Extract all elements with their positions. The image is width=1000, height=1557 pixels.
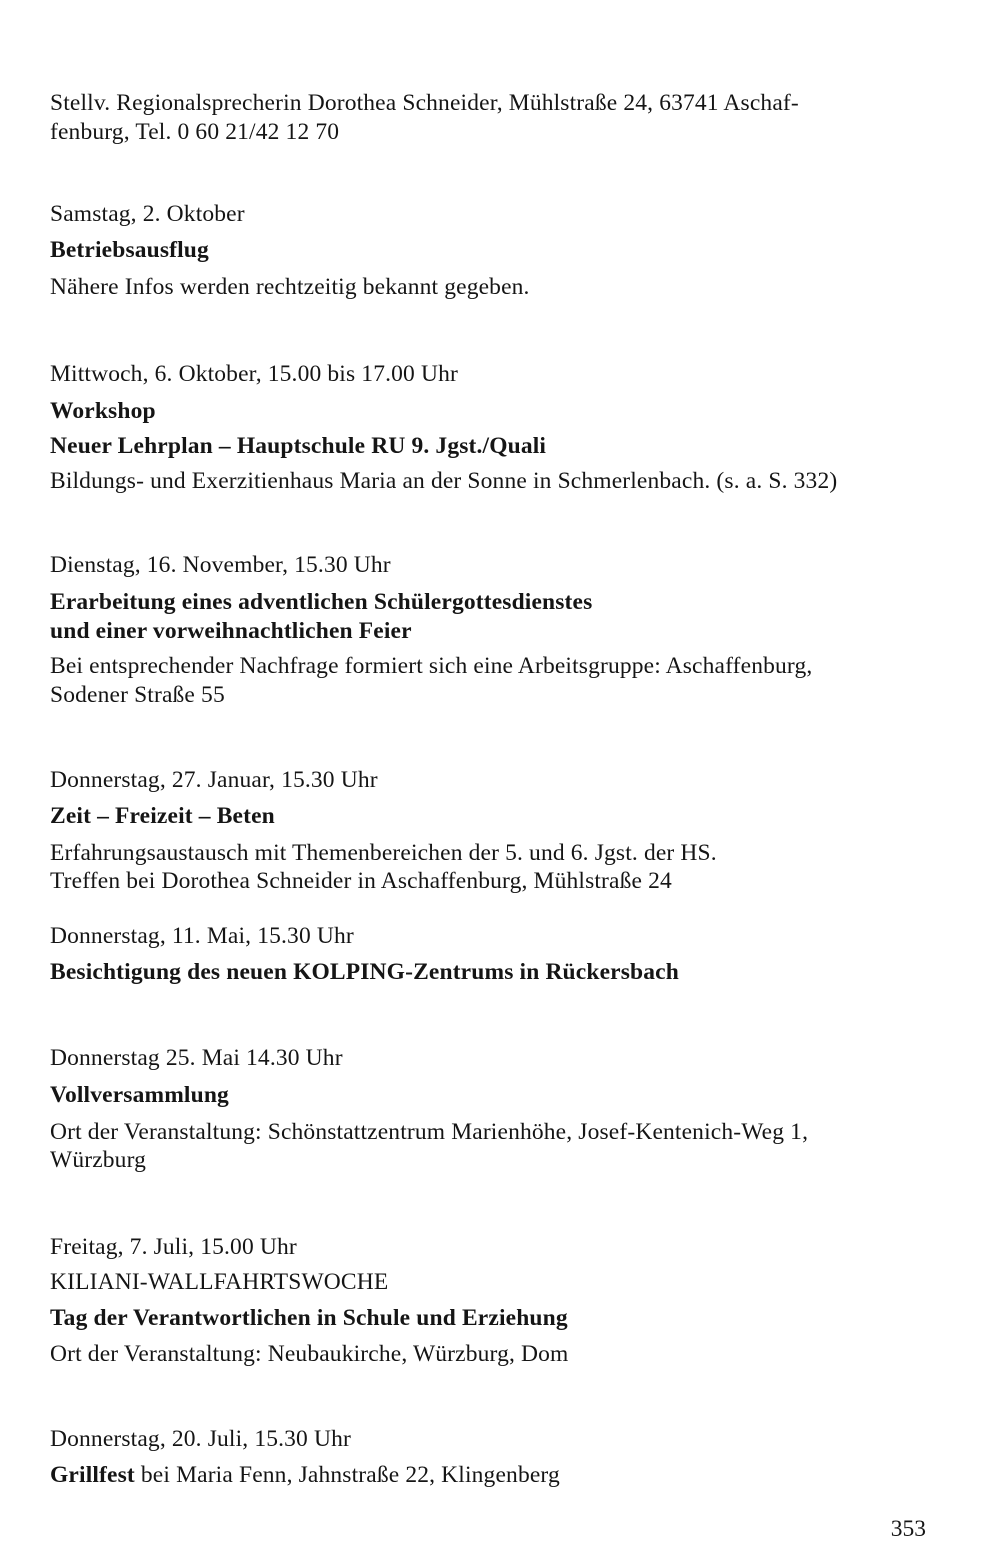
event-subtitle: Neuer Lehrplan – Hauptschule RU 9. Jgst./Quali xyxy=(50,433,547,459)
event-title: und einer vorweihnachtlichen Feier xyxy=(50,618,412,644)
event-detail: Nähere Infos werden rechtzeitig bekannt gegeben. xyxy=(50,274,530,300)
event-date: Freitag, 7. Juli, 15.00 Uhr xyxy=(50,1234,297,1260)
event-detail: Treffen bei Dorothea Schneider in Aschaffenburg, Mühlstraße 24 xyxy=(50,868,672,894)
event-detail: bei Maria Fenn, Jahnstraße 22, Klingenberg xyxy=(134,1462,560,1488)
event-detail: Sodener Straße 55 xyxy=(50,682,225,708)
event-date: Donnerstag, 27. Januar, 15.30 Uhr xyxy=(50,767,378,793)
event-detail: Bei entsprechender Nachfrage formiert sich eine Arbeitsgruppe: Aschaffenburg, xyxy=(50,653,813,679)
event-detail: Würzburg xyxy=(50,1147,147,1173)
event-date: Donnerstag 25. Mai 14.30 Uhr xyxy=(50,1045,343,1071)
event-date: Donnerstag, 20. Juli, 15.30 Uhr xyxy=(50,1426,351,1452)
event-title: Betriebsausflug xyxy=(50,237,209,263)
event-title: Vollversammlung xyxy=(50,1082,229,1108)
event-detail: Ort der Veranstaltung: Schönstattzentrum Marienhöhe, Josef-Kentenich-Weg 1, xyxy=(50,1119,809,1145)
event-detail: Bildungs- und Exerzitienhaus Maria an der Sonne in Schmerlenbach. (s. a. S. 332) xyxy=(50,468,838,494)
event-title: Tag der Verantwortlichen in Schule und Erziehung xyxy=(50,1305,568,1331)
header-line: Stellv. Regionalsprecherin Dorothea Schneider, Mühlstraße 24, 63741 Aschaf- xyxy=(50,90,799,116)
page-number: 353 xyxy=(890,1516,926,1542)
event-date: Donnerstag, 11. Mai, 15.30 Uhr xyxy=(50,923,354,949)
event-detail: Ort der Veranstaltung: Neubaukirche, Würzburg, Dom xyxy=(50,1341,569,1367)
event-date: Dienstag, 16. November, 15.30 Uhr xyxy=(50,552,391,578)
event-date: Samstag, 2. Oktober xyxy=(50,201,245,227)
event-title: Besichtigung des neuen KOLPING-Zentrums in Rückersbach xyxy=(50,959,679,985)
event-title-line xyxy=(50,1460,560,1490)
event-overline: KILIANI-WALLFAHRTSWOCHE xyxy=(50,1269,389,1295)
event-date: Mittwoch, 6. Oktober, 15.00 bis 17.00 Uhr xyxy=(50,361,458,387)
event-title: Workshop xyxy=(50,398,156,424)
event-title: Erarbeitung eines adventlichen Schülergottesdienstes xyxy=(50,589,593,615)
event-title: Grillfest xyxy=(50,1462,135,1488)
header-line: fenburg, Tel. 0 60 21/42 12 70 xyxy=(50,119,340,145)
event-detail: Erfahrungsaustausch mit Themenbereichen der 5. und 6. Jgst. der HS. xyxy=(50,840,717,866)
event-title: Zeit – Freizeit – Beten xyxy=(50,803,275,829)
